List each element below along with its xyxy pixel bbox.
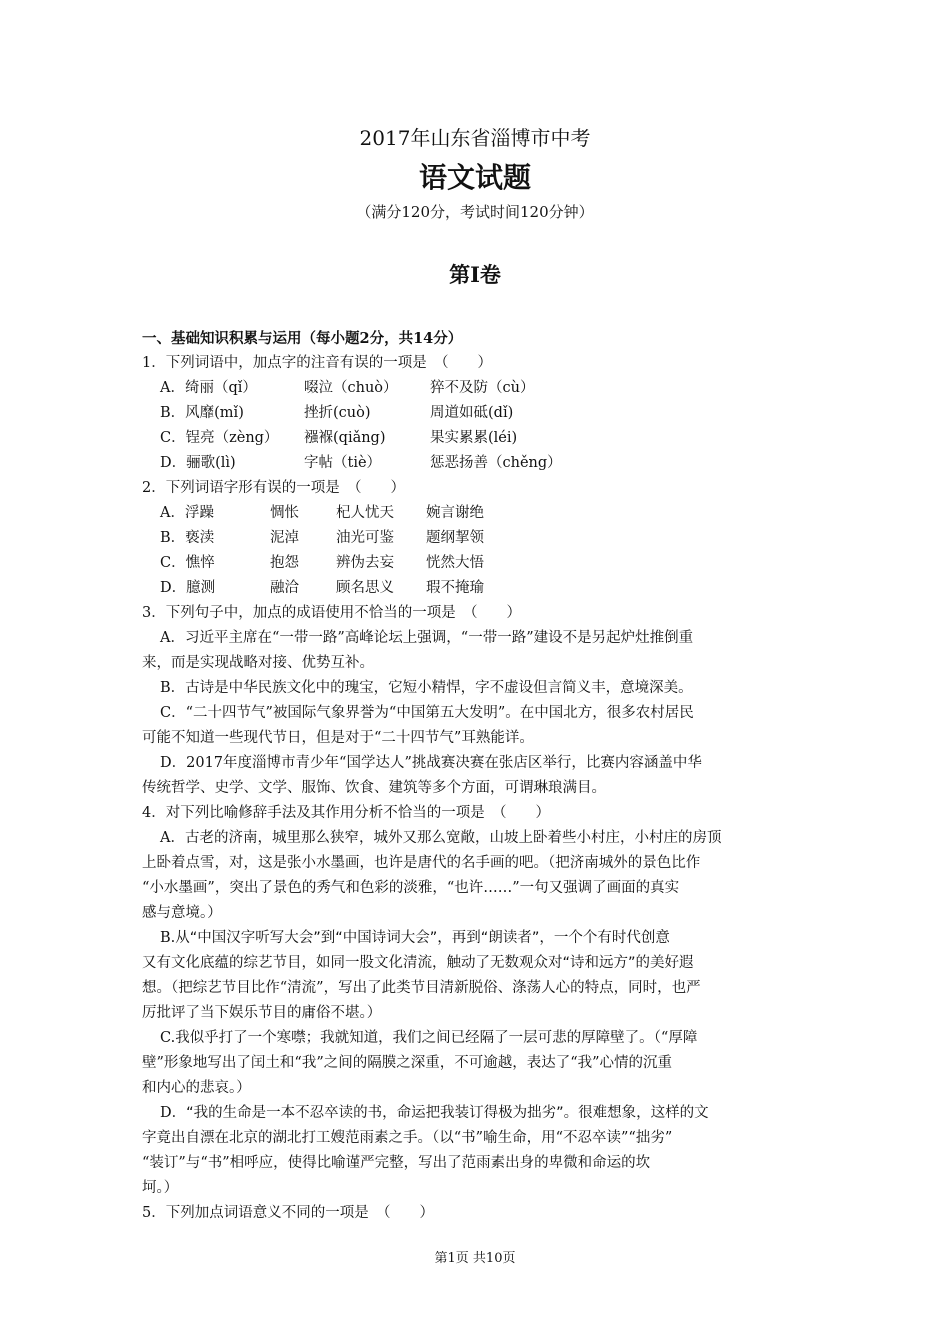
- option-word: 襁褓(qiǎng): [304, 430, 386, 446]
- option-word: 果实累累(léi): [430, 430, 518, 446]
- question-4-option-b-line-3: [142, 976, 808, 1001]
- option-word: A．绮丽（qǐ）: [160, 380, 257, 396]
- option-word: D．骊歌(lì): [160, 455, 236, 471]
- question-4-option-b-line-1: [142, 926, 808, 951]
- question-4-option-d-line-3: “装订”与“书”相呼应，使得比喻谨严完整，写出了范雨素出身的卑微和命运的坎: [142, 1155, 651, 1171]
- question-4-option-c-line-1: [142, 1026, 808, 1051]
- option-word: 字帖（tiè）: [304, 455, 382, 471]
- volume-title: 第I卷: [449, 262, 501, 287]
- exam-content: [142, 326, 808, 1226]
- option-label: B.: [160, 930, 176, 946]
- question-5-stem: 5．下列加点词语意义不同的一项是 （ ）: [142, 1205, 434, 1221]
- question-4-option-a-line-3: “小水墨画”，突出了景色的秀气和色彩的淡雅，“也许……”一句又强调了画面的真实: [142, 880, 680, 896]
- quoted-sentence: 我似乎打了一个寒噤；我就知道，我们之间已经隔了一层可悲的厚障壁了。: [175, 1030, 654, 1046]
- option-word: 融洽: [270, 580, 299, 596]
- option-word: 惆怅: [270, 505, 299, 521]
- option-label: A．: [160, 830, 185, 846]
- question-4-option-c-line-2: 壁”形象地写出了闰土和“我”之间的隔膜之深重，不可逾越，表达了“我”心情的沉重: [142, 1055, 673, 1071]
- question-3-option-a-line-1: A．习近平主席在“一带一路”高峰论坛上强调，“一带一路”建设不是另起炉灶推倒重: [160, 630, 694, 646]
- question-4-option-b-line-4: 厉批评了当下娱乐节目的庸俗不堪。）: [142, 1005, 382, 1021]
- quoted-sentence: “我的生命是一本不忍卒读的书，命运把我装订得极为拙劣”。很难想象，这样的文: [186, 1105, 709, 1121]
- section-heading: 一、基础知识积累与运用（每小题2分，共14分）: [142, 330, 463, 347]
- question-4-stem: 4．对下列比喻修辞手法及其作用分析不恰当的一项是 （ ）: [142, 805, 550, 821]
- question-4-option-d-line-4: 坷。）: [142, 1180, 179, 1196]
- analysis-note: （以“书”喻生命，用“不忍卒读”“拙劣”: [432, 1130, 673, 1146]
- option-word: 婉言谢绝: [426, 505, 484, 521]
- page-footer: 第1页 共10页: [434, 1251, 516, 1266]
- subject-title: 语文试题: [418, 161, 531, 194]
- question-1-stem: 1．下列词语中，加点字的注音有误的一项是 （ ）: [142, 355, 492, 371]
- question-4-option-a-line-2: [142, 851, 808, 876]
- question-3-stem: 3．下列句子中，加点的成语使用不恰当的一项是 （ ）: [142, 605, 521, 621]
- question-2-stem: 2．下列词语字形有误的一项是 （ ）: [142, 480, 405, 496]
- question-4-option-b-line-2: [142, 951, 808, 976]
- analysis-note: （把综艺节目比作“清流”，写出了此类节目清新脱俗、涤荡人心的特点，同时，也严: [171, 980, 701, 996]
- quoted-sentence: 上卧着点雪，对，这是张小水墨画，也许是唐代的名手画的吧。: [142, 855, 548, 871]
- option-word: 恍然大悟: [426, 555, 484, 571]
- option-word: 抱怨: [270, 555, 299, 571]
- question-1-option-b: [142, 401, 808, 426]
- quoted-sentence: 字竟出自漂在北京的湖北打工嫂范雨素之手。: [142, 1130, 432, 1146]
- question-4-option-d-line-2: [142, 1126, 808, 1151]
- question-2-option-b: [142, 526, 808, 551]
- option-word: B．风靡(mǐ): [160, 405, 244, 421]
- question-4-option-c-line-3: 和内心的悲哀。）: [142, 1080, 251, 1096]
- exam-note: （满分120分，考试时间120分钟）: [356, 203, 594, 221]
- question-1-option-c: [142, 426, 808, 451]
- option-word: 猝不及防（cù）: [430, 380, 535, 396]
- quoted-sentence: 从“中国汉字听写大会”到“中国诗词大会”，再到“朗读者”，一个个有时代创意: [175, 930, 670, 946]
- option-word: C．憔悴: [160, 555, 215, 571]
- option-label: D．: [160, 1105, 187, 1121]
- option-word: D．臆测: [160, 580, 216, 596]
- option-word: 顾名思义: [336, 580, 394, 596]
- question-3-option-d-line-1: D．2017年度淄博市青少年“国学达人”挑战赛决赛在张店区举行，比赛内容涵盖中华: [160, 755, 702, 771]
- option-word: 油光可鉴: [336, 530, 394, 546]
- option-word: 瑕不掩瑜: [426, 580, 484, 596]
- option-word: 啜泣（chuò）: [304, 380, 398, 396]
- option-word: 惩恶扬善（chěng）: [430, 455, 562, 471]
- question-4-option-a-line-4: 感与意境。）: [142, 905, 222, 921]
- question-3-option-c-line-1: C．“二十四节气”被国际气象界誉为“中国第五大发明”。在中国北方，很多农村居民: [160, 705, 694, 721]
- question-2-option-a: [142, 501, 808, 526]
- question-4-option-a-line-1: [142, 826, 808, 851]
- question-2-option-c: [142, 551, 808, 576]
- option-word: 泥淖: [270, 530, 299, 546]
- quoted-sentence: 想。: [142, 980, 171, 996]
- question-1-option-d: [142, 451, 808, 476]
- option-word: 挫折(cuò): [304, 405, 371, 421]
- option-word: 周道如砥(dǐ): [430, 405, 514, 421]
- question-3-option-a-line-2: 来，而是实现战略对接、优势互补。: [142, 655, 374, 671]
- analysis-note: （把济南城外的景色比作: [548, 855, 701, 871]
- option-word: A．浮躁: [160, 505, 214, 521]
- option-word: C．锃亮（zèng）: [160, 430, 279, 446]
- question-3-option-d-line-2: 传统哲学、史学、文学、服饰、饮食、建筑等多个方面，可谓琳琅满目。: [142, 780, 606, 796]
- quoted-sentence: 古老的济南，城里那么狭窄，城外又那么宽敞，山坡上卧着些小村庄，小村庄的房顶: [184, 830, 722, 846]
- question-1-option-a: [142, 376, 808, 401]
- option-word: 辨伪去妄: [336, 555, 394, 571]
- option-word: 杞人忧天: [336, 505, 394, 521]
- option-label: C.: [160, 1030, 176, 1046]
- question-2-option-d: [142, 576, 808, 601]
- option-word: B．亵渎: [160, 530, 215, 546]
- question-4-option-d-line-1: [142, 1101, 808, 1126]
- exam-title: 2017年山东省淄博市中考: [359, 126, 591, 150]
- question-3-option-b: B．古诗是中华民族文化中的瑰宝，它短小精悍，字不虚设但言简义丰，意境深美。: [160, 680, 693, 696]
- quoted-sentence: 又有文化底蕴的综艺节目，如同一股文化清流，触动了无数观众对“诗和远方”的美好遐: [142, 955, 694, 971]
- question-3-option-c-line-2: 可能不知道一些现代节日，但是对于“二十四节气”耳熟能详。: [142, 730, 534, 746]
- option-word: 题纲挈领: [426, 530, 484, 546]
- analysis-note: （“厚障: [653, 1030, 698, 1046]
